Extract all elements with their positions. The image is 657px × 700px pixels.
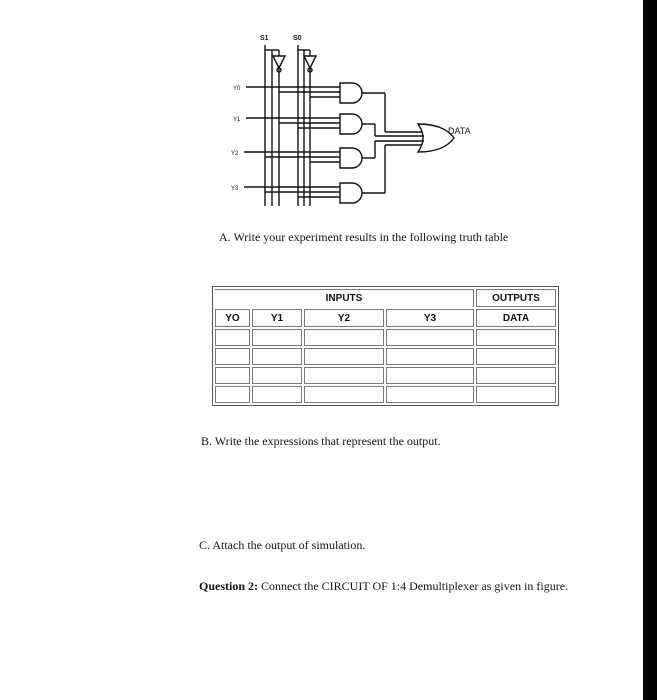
column-header-y1: Y1 [252,309,302,327]
table-cell[interactable] [252,367,302,384]
outputs-group-header: OUTPUTS [476,289,556,307]
and-gate-1 [340,114,362,134]
table-cell[interactable] [386,348,474,365]
table-cell[interactable] [304,348,384,365]
table-cell[interactable] [304,367,384,384]
and-gate-0 [340,83,362,103]
output-label-data: DATA [448,126,471,136]
table-row [215,329,556,346]
table-cell[interactable] [215,386,250,403]
multiplexer-circuit-diagram [200,28,500,213]
table-cell[interactable] [304,329,384,346]
column-header-y3: Y3 [386,309,474,327]
section-a-instruction: A. Write your experiment results in the following truth table [219,230,509,244]
select-label-s0: S0 [293,35,302,42]
table-cell[interactable] [215,329,250,346]
input-label-y1: Y1 [233,117,241,123]
question-2 [199,579,568,594]
table-cell[interactable] [476,386,556,403]
column-header-data: DATA [476,309,556,327]
truth-table [212,286,559,406]
input-label-y0: Y0 [233,86,241,92]
column-header-y0: YO [215,309,250,327]
input-label-y3: Y3 [231,186,239,192]
table-row [215,348,556,365]
question-2-text: Connect the CIRCUIT OF 1:4 Demultiplexer as given in figure. [261,579,569,593]
table-cell[interactable] [386,367,474,384]
table-cell[interactable] [386,386,474,403]
inputs-group-header: INPUTS [215,289,474,307]
section-b-instruction: B. Write the expressions that represent the output. [201,434,441,448]
and-gate-2 [340,148,362,168]
and-gate-3 [340,183,362,203]
select-label-s1: S1 [260,35,269,42]
section-c-instruction: C. Attach the output of simulation. [199,538,366,552]
table-cell[interactable] [215,367,250,384]
table-cell[interactable] [476,329,556,346]
table-cell[interactable] [476,367,556,384]
table-cell[interactable] [215,348,250,365]
table-cell[interactable] [252,329,302,346]
table-cell[interactable] [304,386,384,403]
table-cell[interactable] [252,348,302,365]
table-cell[interactable] [252,386,302,403]
table-row [215,367,556,384]
table-cell[interactable] [476,348,556,365]
table-cell[interactable] [386,329,474,346]
table-row [215,386,556,403]
question-2-label: Question 2: [199,579,259,593]
column-header-y2: Y2 [304,309,384,327]
input-label-y2: Y2 [231,151,239,157]
